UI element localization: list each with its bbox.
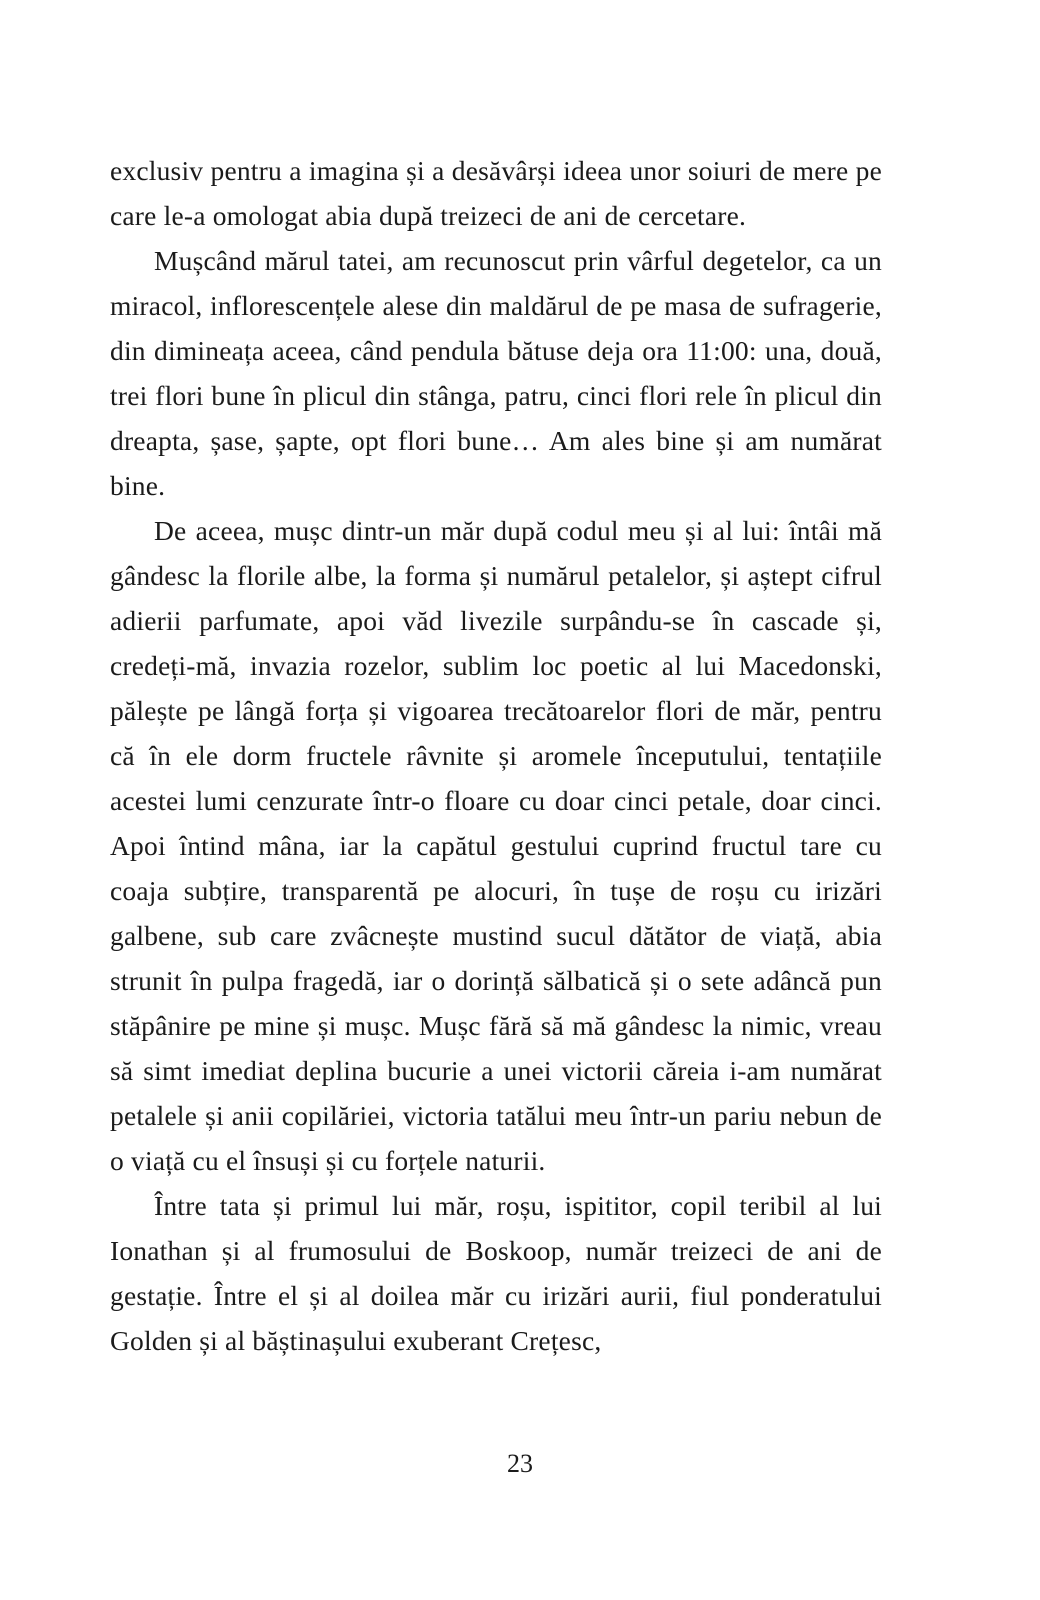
paragraph: Între tata și primul lui măr, roșu, ispititor, copil teribil al lui Ionathan și al frumosului de Boskoop, număr treizeci de ani de gestație. Între el și al doilea măr cu irizări aurii, fiul ponderatului Golden și al băștinașului exuberant Crețesc,: [110, 1190, 882, 1356]
body-text: [110, 148, 882, 1363]
page-number: 23: [507, 1449, 533, 1478]
paragraph: exclusiv pentru a imagina și a desăvârși ideea unor soiuri de mere pe care le-a omologat abia după treizeci de ani de cercetare.: [110, 155, 882, 231]
paragraph: De aceea, mușc dintr-un măr după codul meu și al lui: întâi mă gândesc la florile albe, la forma și numărul petalelor, și aștept cifrul adierii parfumate, apoi văd livezile surpându-se în cascade și, credeți-mă, invazia rozelor, sublim loc poetic al lui Macedonski, pălește pe lângă forța și vigoarea trecătoarelor flori de măr, pentru că în ele dorm fructele râvnite și aromele începutului, tentațiile acestei lumi cenzurate într-o floare cu doar cinci petale, doar cinci. Apoi întind mâna, iar la capătul gestului cuprind fructul tare cu coaja subțire, transparentă pe alocuri, în tușe de roșu cu irizări galbene, sub care zvâcnește mustind sucul dătător de viață, abia strunit în pulpa fragedă, iar o dorință sălbatică și o sete adâncă pun stăpânire pe mine și mușc. Mușc fără să mă gândesc la nimic, vreau să simt imediat deplina bucurie a unei victorii căreia i-am numărat petalele și anii copilăriei, victoria tatălui meu într-un pariu nebun de o viață cu el însuși și cu forțele naturii.: [110, 515, 882, 1176]
paragraph: Mușcând mărul tatei, am recunoscut prin vârful degetelor, ca un miracol, inflorescențele alese din maldărul de pe masa de sufragerie, din dimineața aceea, când pendula bătuse deja ora 11:00: una, două, trei flori bune în plicul din stânga, patru, cinci flori rele în plicul din dreapta, șase, șapte, opt flori bune… Am ales bine și am numărat bine.: [110, 245, 882, 501]
